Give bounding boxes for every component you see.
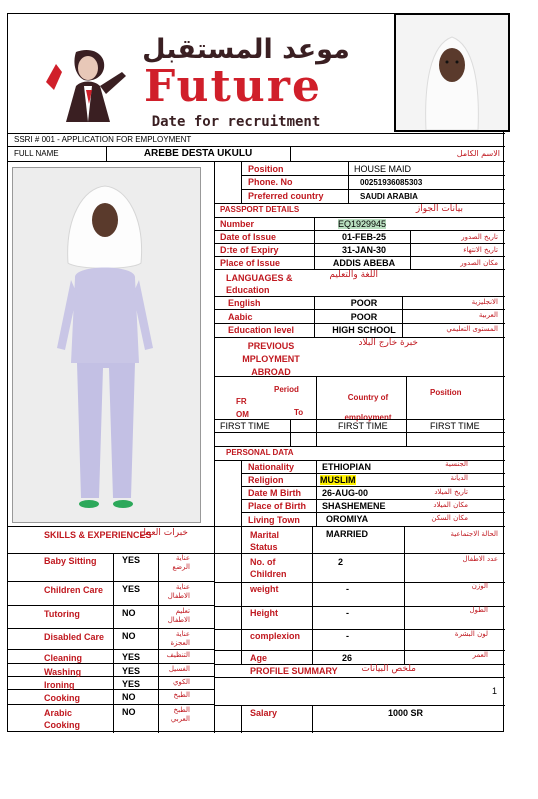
religion-ar: الديانة — [450, 474, 468, 482]
marital-label: Marital Status — [250, 530, 280, 552]
full-body-image — [13, 168, 200, 522]
skill-ar: الغسيل — [168, 665, 190, 673]
weight-ar: الوزن — [471, 582, 488, 590]
position-label: Position — [248, 164, 284, 174]
logo — [36, 34, 366, 134]
passport-title: PASSPORT DETAILS — [220, 205, 300, 214]
issue-place-label: Place of Issue — [220, 258, 281, 268]
height-value: - — [346, 608, 349, 618]
first-time-period: FIRST TIME — [220, 421, 270, 431]
skill-ar: الطبخ — [173, 691, 190, 699]
skill-ar: تعليم الاطفال — [167, 607, 190, 624]
age-label: Age — [250, 653, 268, 663]
living-town-ar: مكان السكن — [431, 514, 468, 522]
weight-value: - — [346, 584, 349, 594]
skill-row — [8, 629, 214, 650]
skill-value: YES — [122, 679, 141, 689]
issue-place-value: ADDIS ABEBA — [332, 258, 396, 268]
portrait-photo — [394, 13, 510, 132]
issue-date-value: 01-FEB-25 — [341, 232, 386, 242]
english-value: POOR — [350, 298, 378, 308]
pob-ar: مكان الميلاد — [433, 501, 468, 509]
personal-title: PERSONAL DATA — [226, 448, 294, 457]
skills-title: SKILLS & EXPERIENCES — [44, 530, 152, 540]
profile-title-ar: ملخص البيانات — [361, 664, 416, 674]
living-town-value: OROMIYA — [326, 514, 369, 524]
country-value: SAUDI ARABIA — [360, 192, 418, 201]
skill-ar: عناية الاطفال — [167, 583, 190, 600]
skill-label: Baby Sitting — [44, 556, 97, 566]
profile-title: PROFILE SUMMARY — [250, 666, 338, 676]
application-sheet — [7, 13, 504, 732]
skill-label: Ironing — [44, 680, 75, 690]
skill-ar: عناية الرضع — [172, 554, 190, 571]
english-ar: الانجليزية — [471, 298, 498, 306]
first-time-country: FIRST TIME — [338, 421, 388, 431]
skill-row — [8, 705, 214, 733]
height-ar: الطول — [469, 606, 488, 614]
children-value: 2 — [338, 557, 344, 567]
logo-tagline: Date for recruitment — [151, 114, 321, 130]
previous-title: PREVIOUS MPLOYMENT ABROAD — [242, 341, 300, 377]
arabic-ar: العربية — [478, 311, 498, 319]
nationality-ar: الجنسية — [445, 460, 468, 468]
issue-place-ar: مكان الصدور — [460, 259, 498, 267]
dob-value: 26-AUG-00 — [322, 488, 369, 498]
pob-value: SHASHEMENE — [322, 501, 386, 511]
skill-value: NO — [122, 608, 136, 618]
passport-number-label: Number — [220, 219, 255, 229]
previous-title-ar: خبرة خارج البلاد — [358, 338, 418, 348]
skill-value: NO — [122, 631, 136, 641]
skill-label: Children Care — [44, 585, 104, 595]
issue-date-ar: تاريخ الصدور — [461, 233, 498, 241]
phone-value: 00251936085303 — [360, 178, 423, 187]
skill-row — [8, 690, 214, 705]
marital-value: MARRIED — [326, 529, 368, 539]
salary-label: Salary — [250, 708, 278, 718]
position-value: HOUSE MAID — [354, 164, 412, 174]
passport-title-ar: بيانات الجواز — [415, 204, 463, 214]
english-label: English — [228, 298, 261, 308]
skill-label: Disabled Care — [44, 632, 105, 642]
country-of-employment-label: Country of employment — [344, 393, 392, 422]
logo-arabic: موعد المستقبل — [142, 34, 350, 65]
to-label: To — [294, 408, 304, 417]
skill-label: Tutoring — [44, 609, 80, 619]
dob-ar: تاريخ الميلاد — [434, 488, 468, 496]
issue-date-label: Date of Issue — [220, 232, 277, 242]
skill-row — [8, 677, 214, 690]
skill-ar: التنظيف — [166, 651, 190, 659]
skill-row — [8, 553, 214, 582]
full-name-label: FULL NAME — [14, 149, 59, 158]
religion-label: Religion — [248, 475, 284, 485]
expiry-date-label: D:te of Expiry — [220, 245, 279, 255]
logo-title: Future — [144, 61, 322, 112]
children-label: No. of Children — [250, 557, 287, 579]
passport-number-value: EQ1929945 — [338, 219, 387, 229]
skill-value: YES — [122, 652, 141, 662]
complexion-label: complexion — [250, 631, 301, 641]
country-label: Preferred country — [248, 191, 324, 201]
children-ar: عدد الاطفال — [462, 555, 498, 563]
expiry-date-ar: تاريخ الانتهاء — [463, 246, 498, 254]
skill-label: Washing — [44, 667, 82, 677]
first-time-position: FIRST TIME — [430, 421, 480, 431]
weight-label: weight — [250, 584, 279, 594]
period-label: Period — [274, 385, 299, 394]
languages-title-ar: اللغة والتعليم — [329, 270, 378, 280]
age-value: 26 — [342, 653, 353, 663]
ssri-title: SSRI # 001 - APPLICATION FOR EMPLOYMENT — [14, 135, 192, 144]
religion-value: MUSLIM — [320, 475, 356, 485]
complexion-value: - — [346, 631, 349, 641]
skill-row — [8, 582, 214, 606]
skill-value: NO — [122, 692, 136, 702]
arabic-label: Aabic — [228, 312, 253, 322]
dob-label: Date M Birth — [248, 488, 302, 498]
skill-ar: الكوي — [172, 678, 190, 686]
skill-ar: الطبخ العربي — [170, 706, 190, 723]
skill-value: YES — [122, 555, 141, 565]
expiry-date-value: 31-JAN-30 — [341, 245, 387, 255]
education-label: Education level — [228, 325, 295, 335]
education-value: HIGH SCHOOL — [332, 325, 396, 335]
age-ar: العمر — [472, 651, 488, 659]
full-body-photo — [12, 167, 201, 523]
arabic-value: POOR — [350, 312, 378, 322]
height-label: Height — [250, 608, 278, 618]
phone-label: Phone. No — [248, 177, 293, 187]
languages-title: LANGUAGES & Education — [226, 273, 293, 295]
from-label: FR OM — [236, 397, 249, 419]
skill-label: Arabic Cooking — [44, 708, 80, 730]
education-ar: المستوى التعليمي — [446, 325, 498, 333]
full-name-ar: الاسم الكامل — [456, 149, 500, 158]
skills-title-ar: خبرات العمل — [139, 528, 188, 538]
complexion-ar: لون البشرة — [454, 630, 488, 638]
skill-row — [8, 650, 214, 664]
skill-label: Cleaning — [44, 653, 83, 663]
skill-value: NO — [122, 707, 136, 717]
salary-value: 1000 SR — [388, 708, 424, 718]
nationality-value: ETHIOPIAN — [322, 462, 372, 472]
skill-value: YES — [122, 584, 141, 594]
skill-ar: عناية العجزة — [170, 630, 190, 647]
pob-label: Place of Birth — [248, 501, 307, 511]
full-name-value: AREBE DESTA UKULU — [143, 148, 253, 159]
marital-ar: الحالة الاجتماعية — [450, 530, 498, 538]
skill-row — [8, 664, 214, 677]
skill-row — [8, 606, 214, 629]
skill-label: Cooking — [44, 693, 80, 703]
profile-number: 1 — [492, 686, 498, 696]
prev-position-label: Position — [430, 388, 462, 397]
living-town-label: Living Town — [248, 515, 300, 525]
nationality-label: Nationality — [248, 462, 295, 472]
portrait-image — [396, 15, 508, 130]
skill-value: YES — [122, 666, 141, 676]
